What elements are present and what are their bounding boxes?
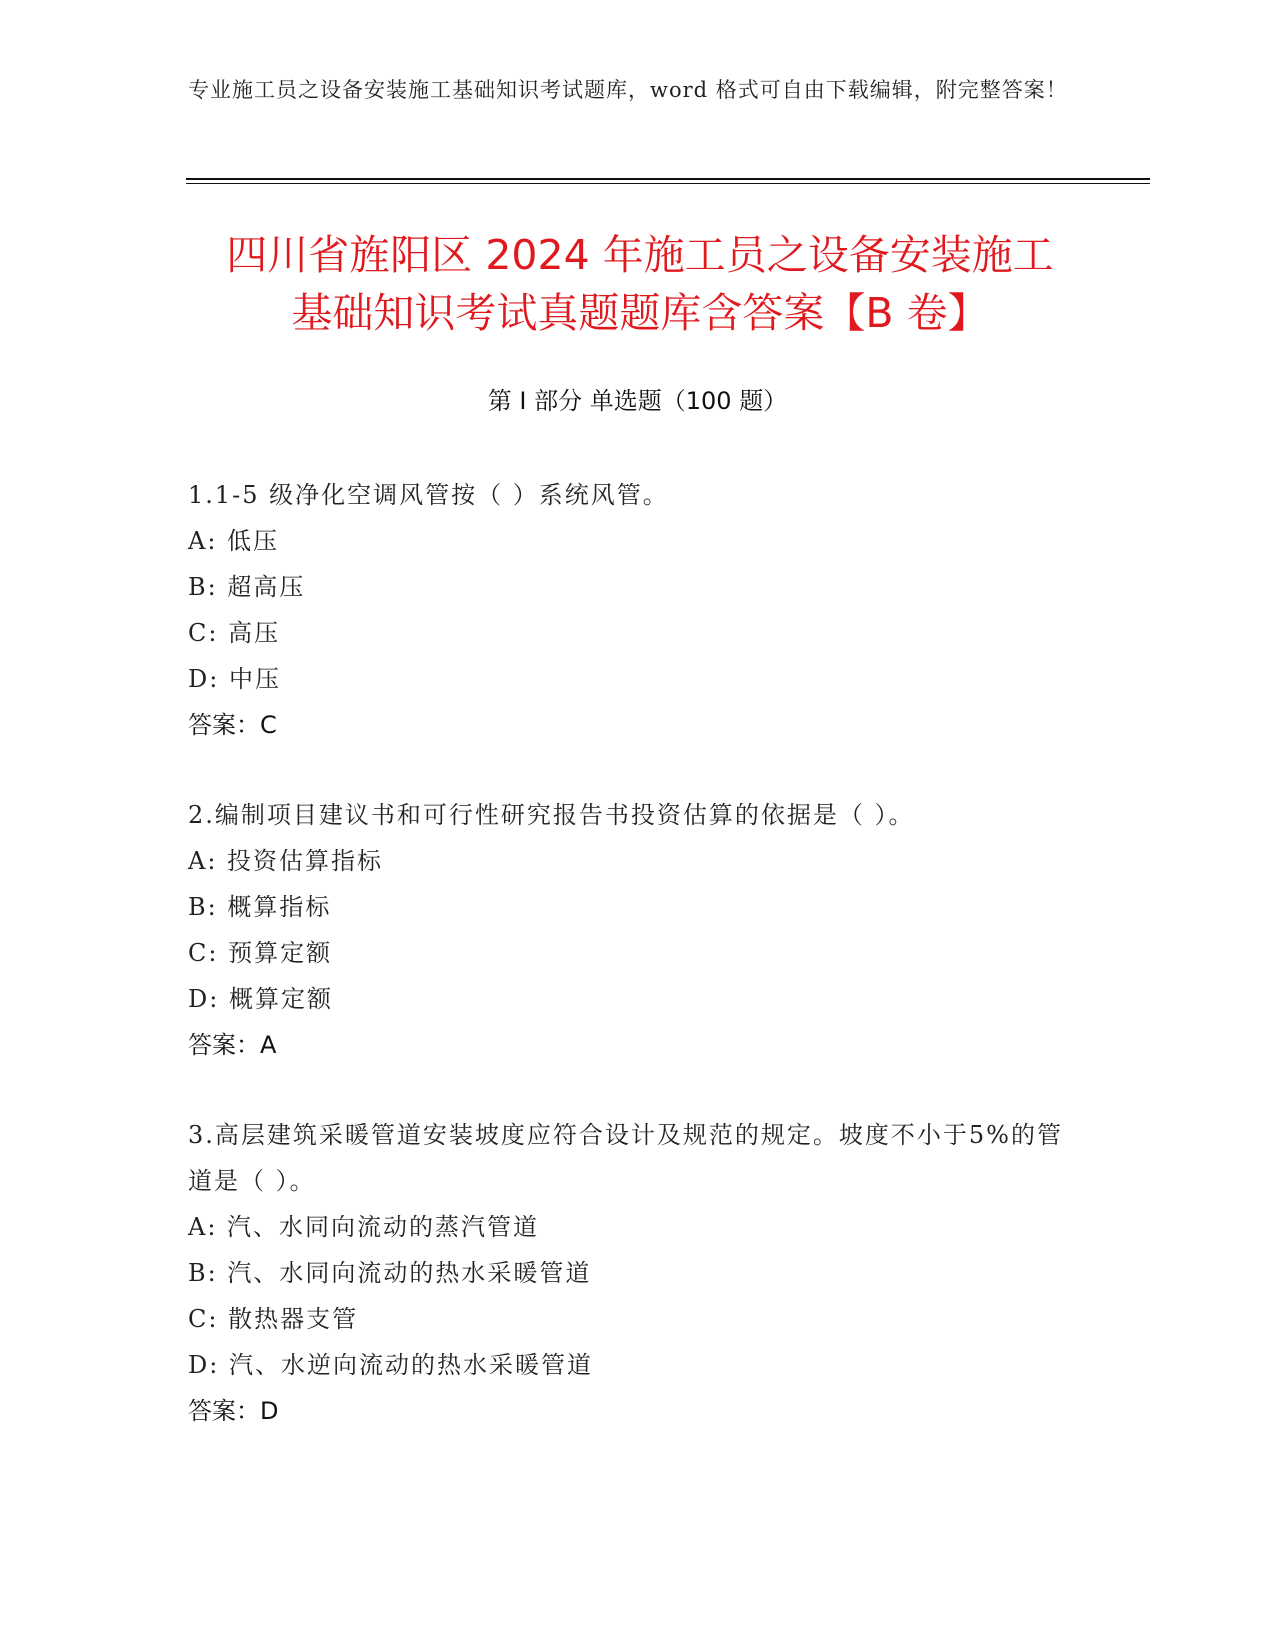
question-text: 2.编制项目建议书和可行性研究报告书投资估算的依据是（ ）。	[188, 801, 915, 829]
question-text: 3.高层建筑采暖管道安装坡度应符合设计及规范的规定。坡度不小于5%的管道是（ ）。	[188, 1121, 1063, 1195]
header-divider-thin	[186, 183, 1150, 184]
section-heading: 第 I 部分 单选题（100 题）	[487, 387, 788, 415]
option-c: C: 高压	[188, 619, 281, 647]
option-c: C: 预算定额	[188, 939, 333, 967]
option-b: B: 概算指标	[188, 893, 332, 921]
option-a: A: 投资估算指标	[188, 847, 384, 875]
question-1	[188, 472, 1088, 748]
option-a: A: 汽、水同向流动的蒸汽管道	[188, 1213, 540, 1241]
option-c: C: 散热器支管	[188, 1305, 359, 1333]
header-note: 专业施工员之设备安装施工基础知识考试题库，word 格式可自由下载编辑，附完整答案！	[188, 78, 1068, 102]
header-divider-thick	[186, 178, 1150, 180]
option-b: B: 汽、水同向流动的热水采暖管道	[188, 1259, 592, 1287]
document-title-line-2: 基础知识考试真题题库含答案【B 卷】	[291, 289, 989, 337]
question-2	[188, 792, 1088, 1068]
question-3	[188, 1112, 1088, 1434]
option-b: B: 超高压	[188, 573, 306, 601]
answer: 答案：D	[188, 1397, 279, 1425]
option-d: D: 中压	[188, 665, 281, 693]
document-title	[160, 226, 1120, 342]
option-d: D: 汽、水逆向流动的热水采暖管道	[188, 1351, 593, 1379]
option-a: A: 低压	[188, 527, 280, 555]
answer: 答案：C	[188, 711, 277, 739]
option-d: D: 概算定额	[188, 985, 333, 1013]
document-title-line-1: 四川省旌阳区 2024 年施工员之设备安装施工	[226, 231, 1054, 279]
question-text: 1.1-5 级净化空调风管按（ ）系统风管。	[188, 481, 669, 509]
answer: 答案：A	[188, 1031, 277, 1059]
